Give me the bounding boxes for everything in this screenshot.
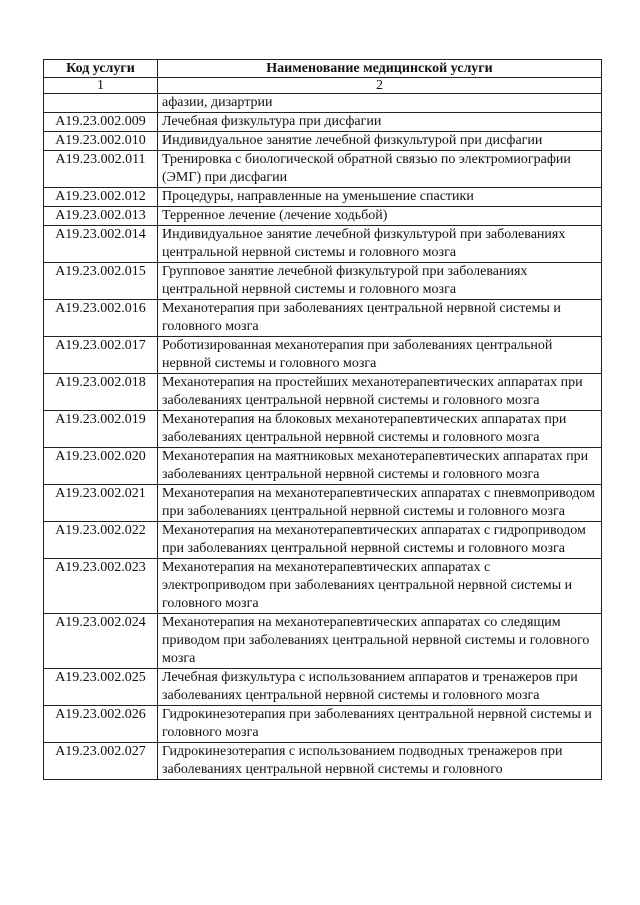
service-name: Процедуры, направленные на уменьшение спастики	[158, 188, 602, 207]
service-name: Лечебная физкультура при дисфагии	[158, 113, 602, 132]
service-name: Механотерапия на механотерапевтических аппаратах с гидроприводом при заболеваниях центральной нервной системы и головного мозга	[158, 522, 602, 559]
service-name: Механотерапия на блоковых механотерапевтических аппаратах при заболеваниях центральной нервной системы и головного мозга	[158, 411, 602, 448]
service-name: Групповое занятие лечебной физкультурой при заболеваниях центральной нервной системы и головного мозга	[158, 263, 602, 300]
table-row	[44, 448, 602, 485]
service-name: Роботизированная механотерапия при заболеваниях центральной нервной системы и головного мозга	[158, 337, 602, 374]
service-code: A19.23.002.026	[44, 706, 158, 743]
table-row	[44, 113, 602, 132]
table-row	[44, 411, 602, 448]
service-code: A19.23.002.020	[44, 448, 158, 485]
service-code: A19.23.002.023	[44, 559, 158, 614]
service-code: A19.23.002.025	[44, 669, 158, 706]
service-name: Механотерапия на механотерапевтических аппаратах с пневмоприводом при заболеваниях центральной нервной системы и головного мозга	[158, 485, 602, 522]
table-row	[44, 151, 602, 188]
service-code: A19.23.002.027	[44, 743, 158, 780]
column-number-row	[44, 78, 602, 94]
service-code: A19.23.002.019	[44, 411, 158, 448]
service-code: A19.23.002.010	[44, 132, 158, 151]
table-row	[44, 263, 602, 300]
service-name: Лечебная физкультура с использованием аппаратов и тренажеров при заболеваниях центральной нервной системы и головного мозга	[158, 669, 602, 706]
table-row	[44, 337, 602, 374]
table-row	[44, 94, 602, 113]
service-code: A19.23.002.021	[44, 485, 158, 522]
table-row	[44, 207, 602, 226]
services-table	[43, 59, 602, 780]
service-name: Гидрокинезотерапия с использованием подводных тренажеров при заболеваниях центральной нервной системы и головного	[158, 743, 602, 780]
service-code: A19.23.002.012	[44, 188, 158, 207]
header-row	[44, 60, 602, 78]
service-name: Механотерапия на простейших механотерапевтических аппаратах при заболеваниях центральной нервной системы и головного мозга	[158, 374, 602, 411]
service-code: A19.23.002.024	[44, 614, 158, 669]
table-row	[44, 706, 602, 743]
service-name: Механотерапия на маятниковых механотерапевтических аппаратах при заболеваниях центральной нервной системы и головного мозга	[158, 448, 602, 485]
service-code: A19.23.002.011	[44, 151, 158, 188]
table-row	[44, 559, 602, 614]
service-name: Терренное лечение (лечение ходьбой)	[158, 207, 602, 226]
service-code: A19.23.002.022	[44, 522, 158, 559]
table-row	[44, 226, 602, 263]
service-name: Индивидуальное занятие лечебной физкультурой при заболеваниях центральной нервной системы и головного мозга	[158, 226, 602, 263]
service-name: Гидрокинезотерапия при заболеваниях центральной нервной системы и головного мозга	[158, 706, 602, 743]
table-row	[44, 522, 602, 559]
service-name: Механотерапия на механотерапевтических аппаратах со следящим приводом при заболеваниях центральной нервной системы и головного мозга	[158, 614, 602, 669]
service-code: A19.23.002.018	[44, 374, 158, 411]
service-code	[44, 94, 158, 113]
service-code: A19.23.002.016	[44, 300, 158, 337]
service-code: A19.23.002.014	[44, 226, 158, 263]
service-name: Механотерапия на механотерапевтических аппаратах с электроприводом при заболеваниях центральной нервной системы и головного мозга	[158, 559, 602, 614]
service-name: Механотерапия при заболеваниях центральной нервной системы и головного мозга	[158, 300, 602, 337]
table-row	[44, 132, 602, 151]
service-code: A19.23.002.009	[44, 113, 158, 132]
column-header-code: Код услуги	[44, 60, 158, 78]
table-row	[44, 485, 602, 522]
service-code: A19.23.002.015	[44, 263, 158, 300]
column-number-1: 1	[44, 78, 158, 94]
table-row	[44, 374, 602, 411]
table-row	[44, 669, 602, 706]
table-row	[44, 743, 602, 780]
table-row	[44, 300, 602, 337]
document-page	[43, 59, 601, 780]
table-row	[44, 188, 602, 207]
column-header-name: Наименование медицинской услуги	[158, 60, 602, 78]
table-row	[44, 614, 602, 669]
service-name: афазии, дизартрии	[158, 94, 602, 113]
service-name: Тренировка с биологической обратной связью по электромиографии (ЭМГ) при дисфагии	[158, 151, 602, 188]
service-code: A19.23.002.017	[44, 337, 158, 374]
column-number-2: 2	[158, 78, 602, 94]
service-code: A19.23.002.013	[44, 207, 158, 226]
service-name: Индивидуальное занятие лечебной физкультурой при дисфагии	[158, 132, 602, 151]
